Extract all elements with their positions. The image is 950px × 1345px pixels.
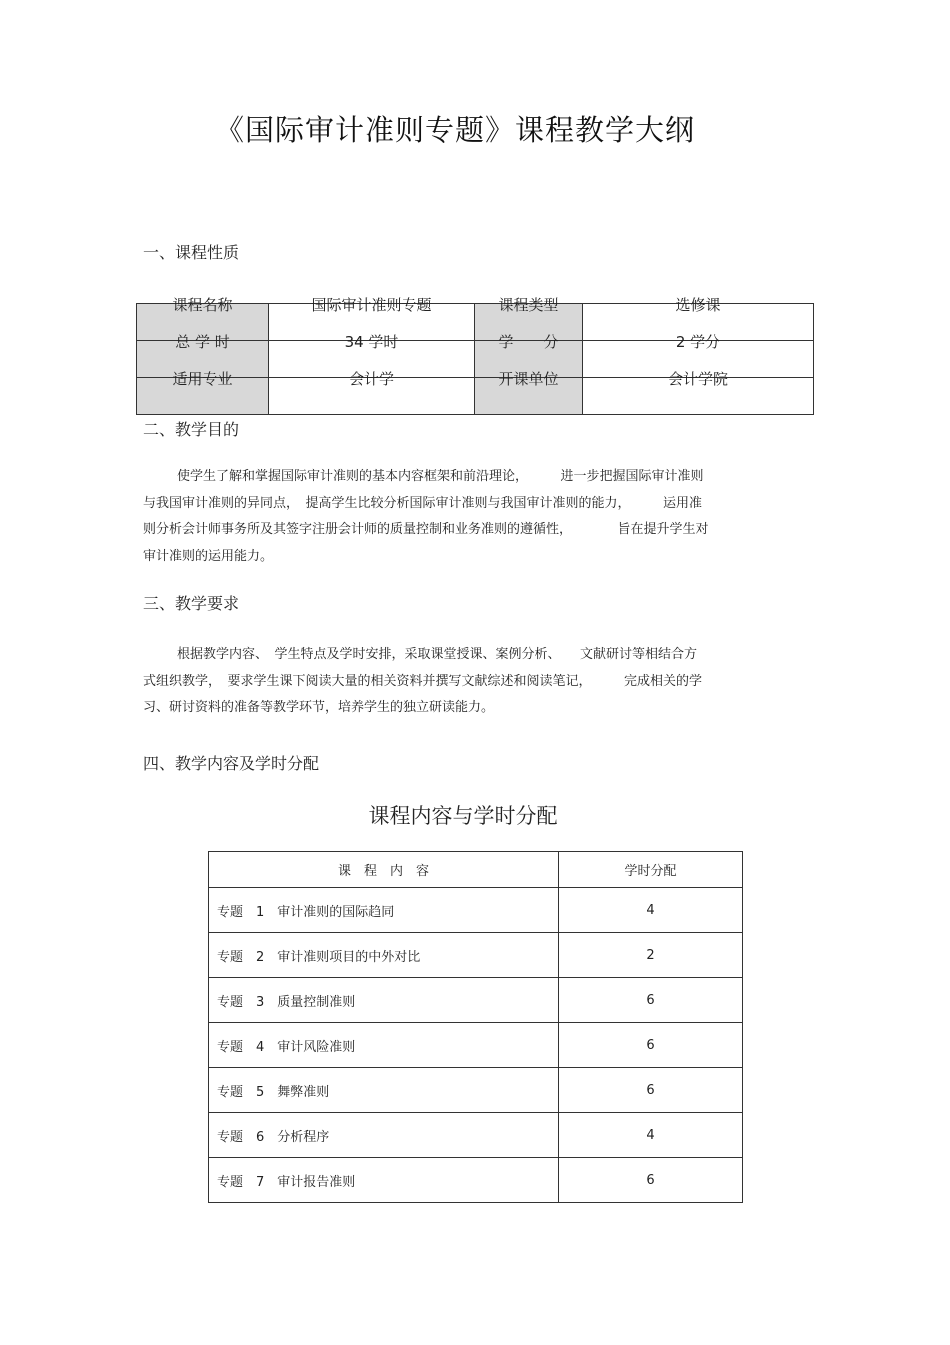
content-table-caption: 课程内容与学时分配 bbox=[368, 804, 558, 828]
table-row bbox=[209, 933, 743, 978]
table-row bbox=[209, 1023, 743, 1068]
hours-cell: 6 bbox=[559, 978, 743, 1023]
column-header-content: 课 程 内 容 bbox=[209, 852, 559, 888]
content-hours-table bbox=[208, 851, 743, 1203]
hours-cell: 6 bbox=[559, 1158, 743, 1203]
topic-cell: 专题 2 审计准则项目的中外对比 bbox=[209, 933, 559, 978]
info-row bbox=[137, 378, 814, 415]
topic-cell: 专题 1 审计准则的国际趋同 bbox=[209, 888, 559, 933]
hours-cell: 6 bbox=[559, 1023, 743, 1068]
paragraph-line: 使学生了解和掌握国际审计准则的基本内容框架和前沿理论， 进一步把握国际审计准则 bbox=[177, 469, 704, 484]
info-label: 开课单位 bbox=[475, 378, 583, 415]
topic-cell: 专题 4 审计风险准则 bbox=[209, 1023, 559, 1068]
table-row bbox=[209, 1158, 743, 1203]
section-heading-teaching-purpose: 二、教学目的 bbox=[143, 420, 240, 439]
info-label: 适用专业 bbox=[137, 378, 269, 415]
hours-cell: 2 bbox=[559, 933, 743, 978]
table-header-row bbox=[209, 852, 743, 888]
table-row bbox=[209, 1068, 743, 1113]
hours-cell: 6 bbox=[559, 1068, 743, 1113]
teaching-requirements-paragraph bbox=[143, 642, 805, 722]
paragraph-line: 习、研讨资料的准备等教学环节，培养学生的独立研读能力。 bbox=[143, 700, 495, 715]
course-info-table bbox=[136, 296, 814, 415]
hours-cell: 4 bbox=[559, 888, 743, 933]
info-value: 选修课 bbox=[583, 304, 814, 341]
info-value: 2 学分 bbox=[583, 341, 814, 378]
paragraph-line: 则分析会计师事务所及其签字注册会计师的质量控制和业务准则的遵循性， 旨在提升学生对 bbox=[143, 522, 709, 537]
topic-cell: 专题 3 质量控制准则 bbox=[209, 978, 559, 1023]
section-heading-course-nature: 一、课程性质 bbox=[143, 243, 240, 262]
paragraph-line: 与我国审计准则的异同点， 提高学生比较分析国际审计准则与我国审计准则的能力， 运用准 bbox=[143, 495, 703, 511]
hours-cell: 4 bbox=[559, 1113, 743, 1158]
topic-cell: 专题 5 舞弊准则 bbox=[209, 1068, 559, 1113]
document-title: 《国际审计准则专题》课程教学大纲 bbox=[214, 113, 695, 147]
table-row bbox=[209, 978, 743, 1023]
teaching-purpose-paragraph bbox=[143, 464, 805, 570]
info-value: 会计学院 bbox=[583, 378, 814, 415]
column-header-hours: 学时分配 bbox=[559, 852, 743, 888]
info-label: 学 分 bbox=[475, 341, 583, 378]
section-heading-teaching-requirements: 三、教学要求 bbox=[143, 594, 240, 613]
info-label: 课程名称 bbox=[137, 304, 269, 341]
table-row bbox=[209, 888, 743, 933]
topic-cell: 专题 6 分析程序 bbox=[209, 1113, 559, 1158]
section-heading-content-hours: 四、教学内容及学时分配 bbox=[143, 754, 320, 773]
info-label: 课程类型 bbox=[475, 304, 583, 341]
paragraph-line: 根据教学内容、 学生特点及学时安排，采取课堂授课、案例分析、 文献研讨等相结合方 bbox=[177, 647, 698, 662]
info-value: 国际审计准则专题 bbox=[269, 304, 475, 341]
info-value: 会计学 bbox=[269, 378, 475, 415]
table-row bbox=[209, 1113, 743, 1158]
topic-cell: 专题 7 审计报告准则 bbox=[209, 1158, 559, 1203]
info-value: 34 学时 bbox=[269, 341, 475, 378]
paragraph-line: 式组织教学， 要求学生课下阅读大量的相关资料并撰写文献综述和阅读笔记， 完成相关的学 bbox=[143, 673, 703, 689]
info-label: 总 学 时 bbox=[137, 341, 269, 378]
paragraph-line: 审计准则的运用能力。 bbox=[143, 548, 274, 564]
